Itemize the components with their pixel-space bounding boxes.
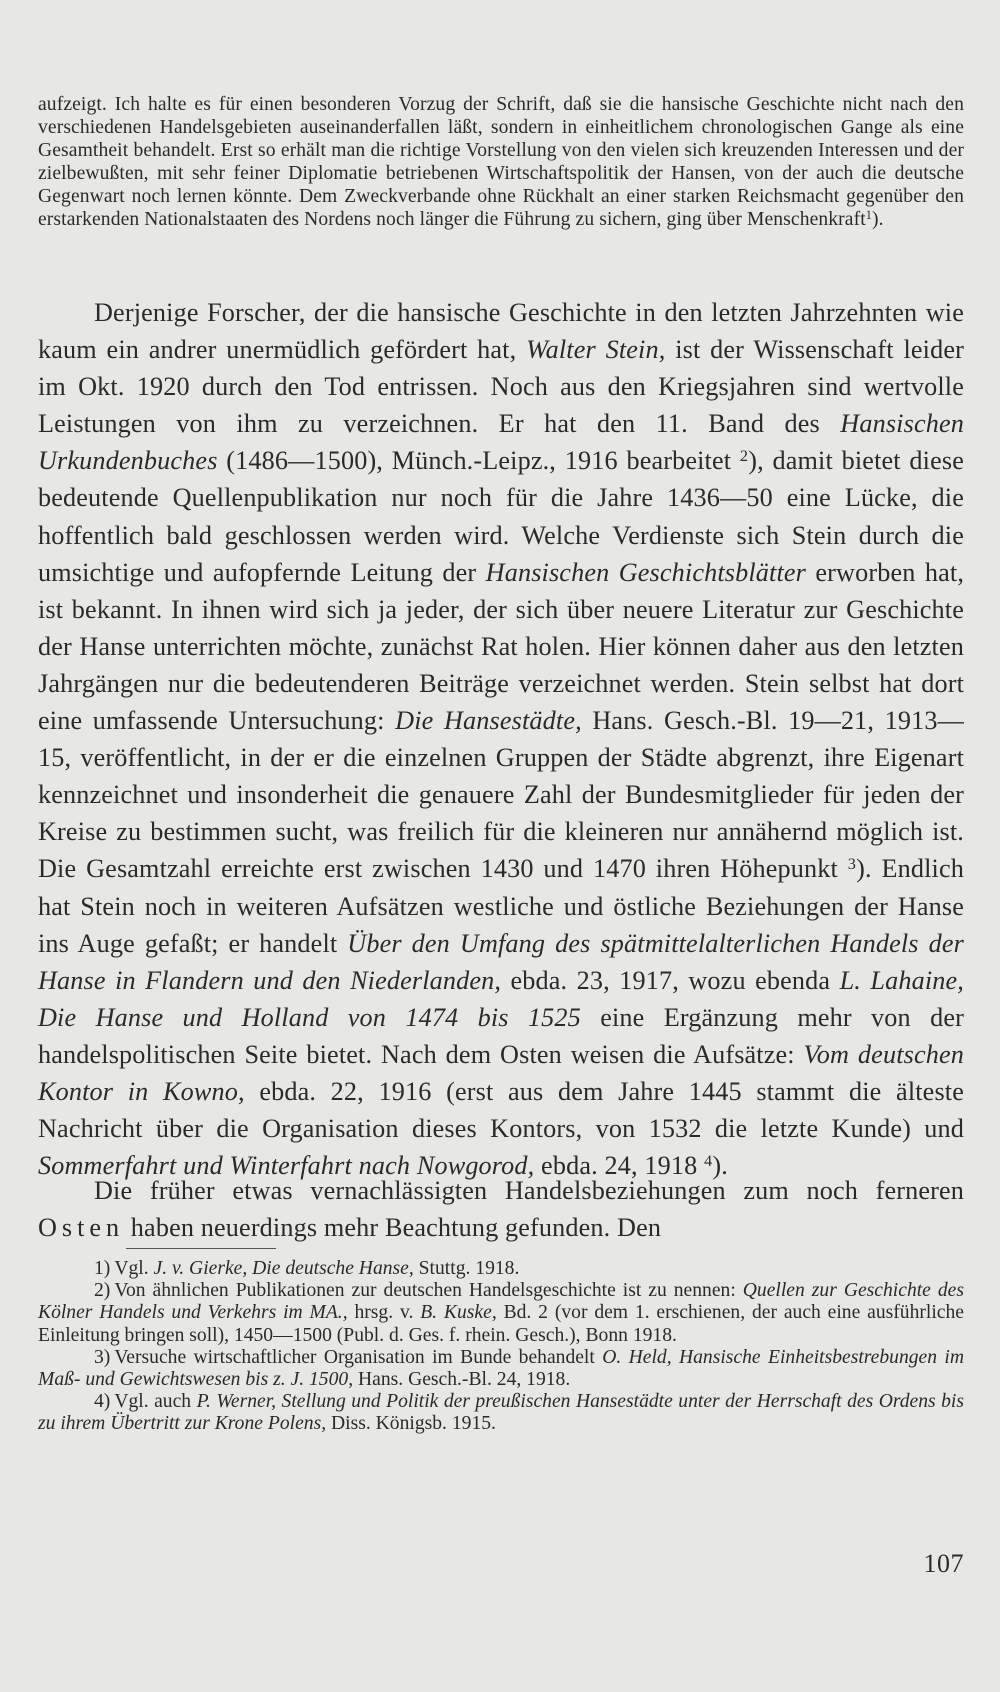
footnote-text: Stuttg. 1918. [413,1258,520,1279]
text-segment: (1486—1500), Münch.-Leipz., 1916 bearbeitet [217,446,740,476]
page-number: 107 [923,1549,964,1578]
italic-title-nowgorod: Sommerfahrt und Winterfahrt nach Nowgorod, [38,1151,535,1181]
footnote-text: hrsg. v. [347,1302,421,1324]
footnote-ref-2[interactable]: 2 [739,447,749,466]
italic-title-lahaine: L. Lahaine, Die Hanse und Holland von 1474 bis 1525 [38,965,964,1032]
text-segment: ebda. 22, 1916 (erst aus dem Jahre 1445 stammt die älteste Nachricht über die Organisation dieses Kontors, von 1532 die letzte Kunde) und [38,1076,964,1144]
footnote-text: Von ähnlichen Publikationen zur deutschen Handelsgeschichte ist zu nennen: [114,1280,743,1302]
text-segment: erworben hat, ist bekannt. In ihnen wird sich ja jeder, der sich über neuere Literatur zur Geschichte der Hanse unterrichten möchte, zunächst Rat holen. Hier können daher aus den letzten Jahrgängen nur die bedeutenderen Beiträge verzeichnet werden. Stein selbst hat dort eine umfassende Untersuchung: [38,557,965,736]
intro-text: aufzeigt. Ich halte es für einen besonderen Vorzug der Schrift, daß sie die hansische Geschichte nicht nach den verschiedenen Handelsgebieten auseinanderfallen läßt, sondern in einheitlichem chronologischen Gange als eine Gesamtheit behandelt. Erst so erhält man die richtige Vorstellung von den vielen sich kreuzenden Interessen und der zielbewußten, mit sehr feiner Diplomatie betriebenen Wirtschaftspolitik der Hansen, von der auch die deutsche Gegenwart noch lernen könnte. Dem Zweckverbande ohne Rückhalt an einer starken Reichsmacht gegenüber den erstarkenden Nationalstaaten des Nordens noch länger die Führung zu sichern, ging über Menschenkraft [38,94,964,231]
footnote-italic: Quellen zur Geschichte des Kölner Handels und Verkehrs im MA., [38,1280,964,1324]
footnote-italic: B. Kuske, [420,1302,497,1324]
paragraph-osten [38,1172,964,1246]
footnote-4 [38,1391,964,1435]
footnote-mark: 4) [94,1391,111,1413]
footnote-text: Vgl. [114,1258,154,1279]
footnote-mark: 3) [94,1346,111,1368]
footnote-1 [38,1258,964,1280]
text-segment: ebda. 24, 1918 [534,1151,705,1181]
footnote-italic: O. Held, Hansische Einheitsbestrebungen im Maß- und Gewichtswesen bis z. J. 1500, [38,1346,965,1391]
footnote-mark: 1) [94,1258,111,1279]
footnote-ref-1[interactable]: 1 [865,208,872,223]
intro-end: ). [871,209,884,231]
italic-title-hansestaedte: Die Hansestädte, [395,706,582,736]
footnote-italic: J. v. Gierke, Die deutsche Hanse, [153,1258,414,1279]
text-segment: ). [712,1151,728,1181]
italic-title-urkundenbuch: Hansischen Urkundenbuches [38,409,964,476]
text-segment: eine Ergänzung mehr von der handelspolitischen Seite bietet. Nach dem Osten weisen die Aufsätze: [38,1002,964,1069]
footnote-text: Hans. Gesch.-Bl. 24, 1918. [353,1369,571,1391]
footnote-3 [38,1347,964,1391]
footnote-divider [126,1248,276,1249]
intro-paragraph [38,93,964,232]
text-segment: Die früher etwas vernachlässigten Handelsbeziehungen zum noch ferneren [94,1176,964,1205]
text-segment: Hans. Gesch.-Bl. 19—21, 1913—15, veröffentlicht, in der er die einzelnen Gruppen der Städte abgrenzt, ihre Eigenart kennzeichnet und insonderheit die genauere Zahl der Bundesmitglieder für jeden der Kreise zu bestimmen sucht, was freilich für die kleineren nur annähernd möglich ist. Die Gesamtzahl erreichte erst zwischen 1430 und 1470 ihren Höhepunkt [38,706,964,884]
text-segment: ebda. 23, 1917, wozu ebenda [501,965,840,995]
text-segment: Derjenige Forscher, der die hansische Geschichte in den letzten Jahrzehnten wie kaum ein andrer unermüdlich gefördert hat, [38,298,964,365]
text-segment: ), damit bietet diese bedeutende Quellenpublikation nur noch für die Jahre 1436—50 eine Lücke, die hoffentlich bald geschlossen werden wird. Welche Verdienste sich Stein durch die umsichtige und aufopfernde Leitung der [38,446,964,587]
italic-name-walter-stein: Walter Stein, [526,335,666,365]
italic-title-kowno: Vom deutschen Kontor in Kowno, [38,1039,964,1106]
text-segment: ). Endlich hat Stein noch in weiteren Aufsätzen westliche und östliche Beziehungen der Hanse ins Auge gefaßt; er handelt [38,854,964,958]
text-segment: ist der Wissenschaft leider im Okt. 1920 durch den Tod entrissen. Noch aus den Kriegsjahren sind wertvolle Leistungen von ihm zu verzeichnen. Er hat den 11. Band des [38,335,964,439]
book-page [38,0,964,1692]
italic-title-umfang: Über den Umfang des spätmittelalterlichen Handels der Hanse in Flandern und den Niederlanden, [38,928,964,995]
italic-title-geschichtsblaetter: Hansischen Geschichtsblätter [485,557,807,587]
footnote-text: Vgl. auch [114,1391,197,1413]
spaced-word-osten: Osten [38,1213,125,1243]
footnote-text: Bd. 2 (vor dem 1. erschienen, der auch eine ausführliche Einleitung bringen soll), 1450—1500 (Publ. d. Ges. f. rhein. Gesch.), Bonn 1918. [38,1302,964,1346]
footnotes [38,1258,964,1436]
footnote-mark: 2) [94,1280,111,1302]
footnote-ref-4[interactable]: 4 [704,1152,713,1171]
footnote-text: Versuche wirtschaftlicher Organisation im Bunde behandelt [114,1346,603,1368]
text-segment: haben neuerdings mehr Beachtung gefunden. Den [124,1213,662,1243]
footnote-text: Diss. Königsb. 1915. [326,1413,496,1435]
footnote-italic: P. Werner, Stellung und Politik der preußischen Hansestädte unter der Herrschaft des Ordens bis zu ihrem Übertritt zur Krone Polens, [38,1391,964,1435]
footnote-ref-3[interactable]: 3 [847,855,857,874]
footnote-2 [38,1280,964,1347]
paragraph-stein [38,294,964,1184]
